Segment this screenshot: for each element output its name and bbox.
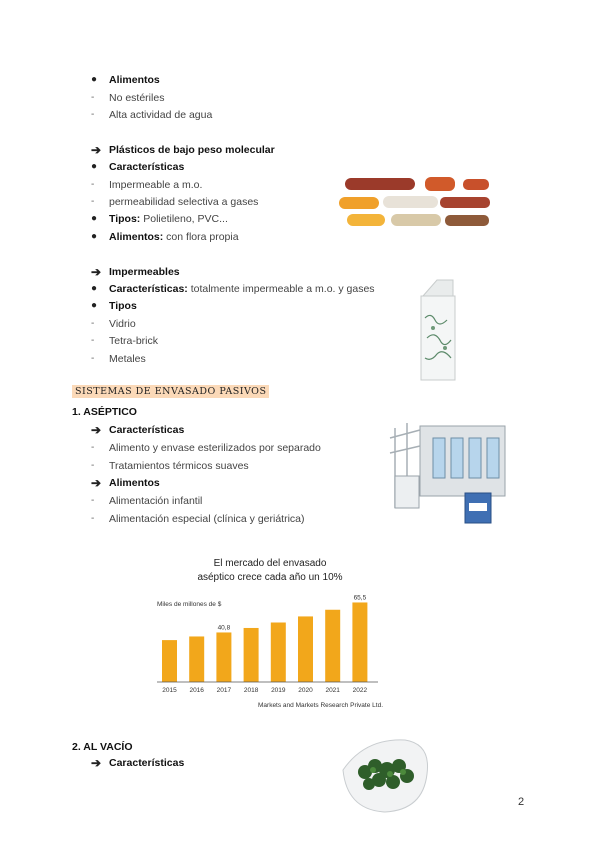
list-item: Metales [109, 353, 146, 365]
dash-marker: - [91, 179, 95, 190]
chart-bar-2019 [271, 623, 286, 683]
caracteristicas-label: Características [109, 424, 185, 436]
chart-title-line-1: El mercado del envasado [213, 558, 327, 569]
caracteristicas-label: Características [109, 757, 185, 769]
dash-marker: - [91, 92, 95, 103]
chart-tick-label: 2021 [325, 687, 340, 694]
dash-marker: - [91, 318, 95, 329]
list-item: Alimentación especial (clínica y geriátrica) [109, 513, 305, 525]
caracteristicas-line [109, 282, 375, 296]
chart-source: Markets and Markets Research Private Ltd. [258, 702, 383, 709]
arrow-icon: ➔ [91, 143, 102, 157]
alimentos-label: Alimentos: [109, 231, 164, 243]
sausages-image [335, 172, 495, 232]
arrow-icon: ➔ [91, 423, 102, 437]
alimentos-line [109, 230, 239, 244]
list-item: Alta actividad de agua [109, 109, 213, 121]
arrow-icon: ➔ [91, 265, 102, 279]
dash-marker: - [91, 196, 95, 207]
arrow-icon: ➔ [91, 756, 102, 770]
list-item: No estériles [109, 92, 165, 104]
section-title: SISTEMAS DE ENVASADO PASIVOS [72, 385, 269, 398]
chart-title-line-2: aséptico crece cada año un 10% [197, 572, 343, 583]
vacio-heading: 2. AL VACÍO [72, 741, 133, 753]
chart-bar-2016 [189, 636, 204, 682]
alimentos-label: Alimentos [109, 477, 160, 489]
chart-tick-label: 2016 [189, 687, 204, 694]
list-item: Impermeable a m.o. [109, 179, 203, 191]
tipos-label: Tipos: [109, 213, 141, 225]
chart-tick-label: 2022 [352, 687, 368, 694]
tipos-label: Tipos [109, 300, 137, 312]
chart-bar-2021 [325, 610, 340, 682]
aseptico-heading: 1. ASÉPTICO [72, 406, 137, 418]
tipos-value: Polietileno, PVC... [140, 213, 228, 225]
aseptic-market-chart [140, 555, 420, 715]
dash-marker: - [91, 335, 95, 346]
list-item: Alimento y envase esterilizados por separado [109, 442, 321, 454]
list-item: permeabilidad selectiva a gases [109, 196, 259, 208]
impermeables-heading: Impermeables [109, 266, 180, 278]
bullet-dot: ● [91, 213, 98, 224]
chart-bar-2017 [216, 632, 231, 682]
dash-marker: - [91, 442, 95, 453]
bullet-dot: ● [91, 231, 98, 242]
list-item: Vidrio [109, 318, 136, 330]
dash-marker: - [91, 460, 95, 471]
chart-tick-label: 2019 [271, 687, 286, 694]
chart-bar-2018 [244, 628, 259, 682]
chart-bar-2015 [162, 640, 177, 682]
plasticos-heading: Plásticos de bajo peso molecular [109, 144, 275, 156]
tipos-line [109, 212, 228, 226]
chart-tick-label: 2017 [216, 687, 232, 694]
list-item: Tratamientos térmicos suaves [109, 460, 249, 472]
bullet-dot: ● [91, 283, 98, 294]
list-item: Alimentación infantil [109, 495, 203, 507]
vacuum-pack-image [335, 730, 435, 818]
chart-bar-2022 [352, 602, 367, 682]
alimentos-heading: Alimentos [109, 74, 160, 86]
chart-bar-2020 [298, 616, 313, 682]
page-number: 2 [518, 796, 525, 808]
dash-marker: - [91, 495, 95, 506]
bullet-dot: ● [91, 300, 98, 311]
dash-marker: - [91, 353, 95, 364]
bullet-dot: ● [91, 161, 98, 172]
arrow-icon: ➔ [91, 476, 102, 490]
chart-data-label: 40,8 [217, 624, 231, 632]
dash-marker: - [91, 513, 95, 524]
dash-marker: - [91, 109, 95, 120]
chart-tick-label: 2015 [162, 687, 177, 694]
bullet-dot: ● [91, 74, 98, 85]
carton-image [415, 278, 460, 383]
list-item: Tetra-brick [109, 335, 159, 347]
chart-tick-label: 2020 [298, 687, 313, 694]
caracteristicas-label: Características [109, 161, 185, 173]
chart-data-label: 65,5 [353, 594, 367, 602]
caracteristicas-value: totalmente impermeable a m.o. y gases [187, 283, 375, 295]
chart-tick-label: 2018 [243, 687, 259, 694]
caracteristicas-label: Características: [109, 283, 188, 295]
chart-ylabel: Miles de millones de $ [157, 601, 222, 608]
aseptic-machine-image [385, 408, 510, 528]
alimentos-value: con flora propia [163, 231, 239, 243]
